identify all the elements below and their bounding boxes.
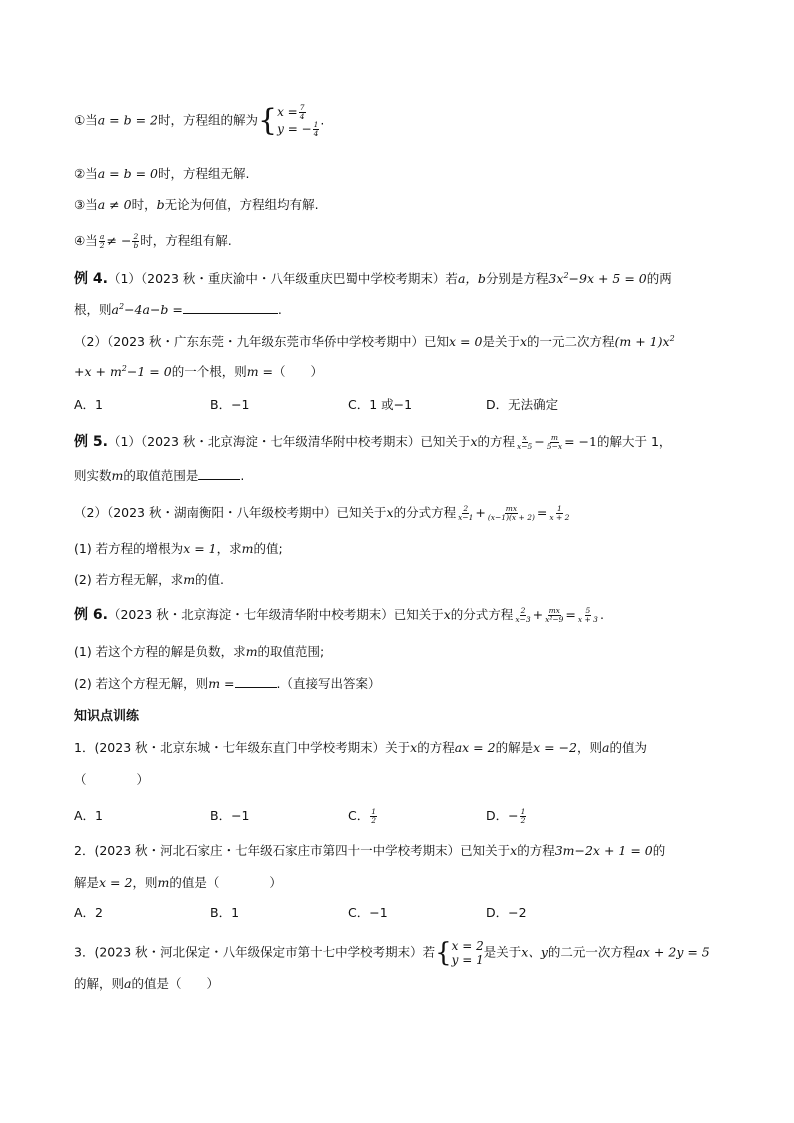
option-c[interactable]: C． $\frac{1}{2}$	[348, 807, 377, 825]
example-5-part-1: 例 5.（1）（2023 秋・北京海淀・七年级清华附中校考期末）已知关于x的方程 $\frac{x}{x-5}$ − $\frac{m}{5-x}$ = −1的解大于 1，	[74, 433, 672, 451]
option-d[interactable]: D．− $\frac{1}{2}$	[486, 807, 526, 825]
training-question-2: 2．(2023 秋・河北石家庄・七年级石家庄市第四十一中学校考期末）已知关于x的方程3m−2x + 1 = 0的	[74, 843, 666, 858]
option-c[interactable]: C．−1	[348, 905, 388, 920]
training-question-1: 1．(2023 秋・北京东城・七年级东直门中学校考期末）关于x的方程ax = 2的解是x = −2，则a的值为	[74, 740, 647, 755]
solution-system: x = $\frac{7}{4}$ y = − $\frac{1}{4}$	[277, 103, 319, 138]
example-4-part-2-cont: $+x + m^2-1 = 0$的一个根，则m =（ ）	[74, 364, 324, 379]
option-b[interactable]: B．−1	[210, 397, 250, 412]
training-question-3: 3．(2023 秋・河北保定・八年级保定市第十七中学校考期末）若{ x = 2 y = 1 是关于x、y的二元一次方程ax + 2y = 5	[74, 938, 710, 968]
condition-3: ③当a ≠ 0时，b无论为何值，方程组均有解.	[74, 197, 319, 212]
training-question-2-cont: 解是x = 2，则m的值是（ ）	[74, 875, 282, 890]
option-c[interactable]: C．1 或−1	[348, 397, 413, 412]
solution-system: x = 2 y = 1	[451, 939, 484, 967]
option-a[interactable]: A．2	[74, 905, 104, 920]
section-title: 知识点训练	[74, 709, 140, 724]
option-a[interactable]: A．1	[74, 397, 104, 412]
option-b[interactable]: B．−1	[210, 808, 250, 823]
option-d[interactable]: D．−2	[486, 905, 527, 920]
answer-blank[interactable]	[235, 687, 277, 688]
example-5-part-2: （2）（2023 秋・湖南衡阳・八年级校考期中）已知关于x的分式方程 $\frac{2}{x-1}$ + $\frac{mx}{(x-1)(x + 2)}$ = $\frac{1}{x + 2}$	[74, 504, 570, 522]
example-4-part-1-cont: 根，则$a^2-4a-b$ = .	[74, 302, 282, 317]
example-4-part-1: 例 4.（1）（2023 秋・重庆渝中・八年级重庆巴蜀中学校考期末）若a，b分别是方程$3x^2-9x + 5 = 0$的两	[74, 271, 672, 287]
answer-blank[interactable]	[183, 313, 278, 314]
example-6-question-1: (1) 若这个方程的解是负数，求m的取值范围;	[74, 644, 325, 659]
example-5-question-2: (2) 若方程无解，求m的值.	[74, 572, 225, 587]
condition-1: ①当a = b = 2时，方程组的解为{ x = $\frac{7}{4}$ y = − $\frac{1}{4}$ .	[74, 103, 325, 138]
option-b[interactable]: B．1	[210, 905, 240, 920]
condition-4: ④当 $\frac{a}{2}$ ≠ − $\frac{2}{b}$ 时，方程组有解.	[74, 232, 232, 250]
example-5-question-1: (1) 若方程的增根为x = 1，求m的值;	[74, 541, 283, 556]
example-6: 例 6.（2023 秋・北京海淀・七年级清华附中校考期末）已知关于x的分式方程 $\frac{2}{x-3}$ + $\frac{mx}{\text{x²−9}}$ = $\frac{5}{x + 3}$ .	[74, 606, 604, 624]
training-question-1-paren: （ ）	[74, 772, 150, 787]
example-5-part-1-cont: 则实数m的取值范围是 .	[74, 468, 245, 483]
answer-blank[interactable]	[198, 479, 240, 480]
condition-2: ②当a = b = 0时，方程组无解.	[74, 166, 250, 181]
option-a[interactable]: A．1	[74, 808, 104, 823]
example-4-part-2: （2）（2023 秋・广东东莞・九年级东莞市华侨中学校考期中）已知x = 0是关于x的一元二次方程$(m + 1)x^2$	[74, 334, 675, 349]
training-question-3-cont: 的解，则a的值是（ ）	[74, 976, 219, 991]
example-6-question-2: (2) 若这个方程无解，则m = .（直接写出答案）	[74, 676, 381, 691]
option-d[interactable]: D．无法确定	[486, 397, 559, 412]
